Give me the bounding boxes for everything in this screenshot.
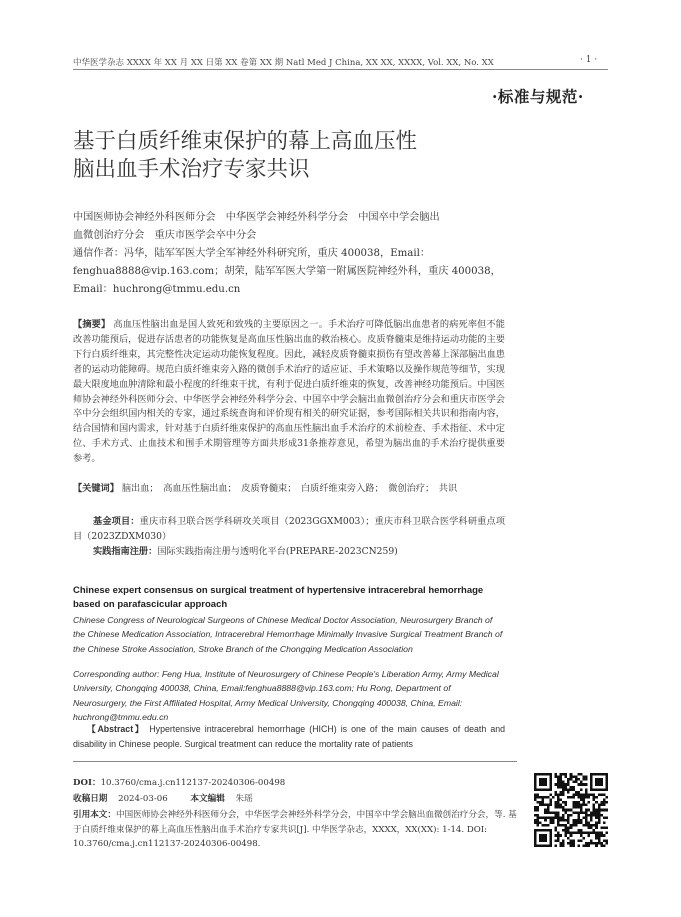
english-title: Chinese expert consensus on surgical treatment of hypertensive intracerebral hemorrhage based on parafascicular approach [73,585,484,610]
english-abstract-label: 【Abstract】 [87,724,146,734]
author-orgs-line-1: 中国医师协会神经外科医师分会 中华医学会神经外科学分会 中国卒中学会脑出 [73,212,440,223]
registry [73,545,505,560]
received-date: 2024-03-06 [118,794,168,804]
english-corresponding: Corresponding author: Feng Hua, Institute of Neurosurgery of Chinese People's Liberation Army, Army Medical University, Chongqing 400038, China, Email:fenghua8888@vip.163.com; Hu Rong, Department of Neurosurgery, the First Affiliated Hospital, Army Medical University, Chongqing 400038, China, Email: huchrong@tmmu.edu.cn [73,669,499,722]
author-orgs-line-2: 血微创治疗分会 重庆市医学会卒中分会 [73,230,257,241]
section-label: ·标准与规范· [492,87,584,106]
english-abstract-text: Hypertensive intracerebral hemorrhage (HICH) is one of the main causes of death and disability in Chinese people. Surgical treatment can reduce the mortality rate of patients [73,724,506,749]
citation [73,808,521,852]
running-head: 中华医学杂志 XXXX 年 XX 月 XX 日第 XX 卷第 XX 期 Natl Med J China, XX XX, XXXX, Vol. XX, No. XX [73,58,494,68]
english-abstract [73,722,505,752]
abstract-label: 【摘要】 [73,319,111,330]
corresponding-line-2: fenghua8888@vip.163.com；胡荣，陆军军医大学第一附属医院神经外科，重庆 400038， [73,266,501,277]
abstract-cn [73,318,505,467]
doi-line [73,776,285,791]
abstract-text: 高血压性脑出血是国人致死和致残的主要原因之一。手术治疗可降低脑出血患者的病死率但不能改善功能预后，促进存活患者的功能恢复是高血压性脑出血的救治核心。皮质脊髓束是维持运动功能的主要下行白质纤维束，其完整性决定运动功能恢复程度。因此，减轻皮质脊髓束损伤有望改善幕上深部脑出血患者的运动功能障碍。规范白质纤维束旁入路的微创手术治疗的适应证、手术策略以及操作规范等细节，实现最大限度地血肿清除和最小程度的纤维束干扰，有利于促进白质纤维束的恢复，改善神经功能预后。中国医师协会神经外科医师分会、中华医学会神经外科学分会、中国卒中学会脑出血微创治疗分会和重庆市医学会卒中分会组织国内相关的专家，通过系统查询和评价现有相关的研究证据，参考国际相关共识和指南内容，结合国情和国内需求，针对基于白质纤维束保护的高血压性脑出血手术治疗的术前检查、手术指征、术中定位、手术方式、止血技术和围手术期管理等方面共形成31条推荐意见，希望为脑出血的手术治疗提供重要参考。 [73,319,505,465]
keywords [73,482,505,497]
fund-label: 基金项目： [93,516,140,527]
footer-divider [73,761,517,762]
received-line [73,792,253,807]
corresponding-line-3: Email：huchrong@tmmu.edu.cn [73,284,241,295]
page-title-line-2: 脑出血手术治疗专家共识 [73,157,310,182]
received-label: 收稿日期 [73,794,108,804]
doi-label: DOI： [73,778,101,788]
corresponding-line-1: 通信作者：冯华，陆军军医大学全军神经外科研究所，重庆 400038，Email： [73,248,431,259]
english-orgs: Chinese Congress of Neurological Surgeons of Chinese Medical Doctor Association, Neurosurgery Branch of the Chinese Medication Association, Intracerebral Hemorrhage Minimally Invasive Surgical Treatment Branch of the Chinese Stroke Association, Stroke Branch of the Chongqing Medication Association [73,615,503,654]
registry-text: 国际实践指南注册与透明化平台(PREPARE-2023CN259) [157,546,398,557]
doi-value[interactable]: 10.3760/cma.j.cn112137-20240306-00498 [100,778,286,788]
page-number: · 1 · [580,55,598,65]
cite-text: 中国医师协会神经外科医师分会，中华医学会神经外科学分会，中国卒中学会脑出血微创治疗分会，等. 基于白质纤维束保护的幕上高血压性脑出血手术治疗专家共识[J]. 中华医学杂志，XXXX，XX(XX): 1-14. DOI: 10.3760/cma.j.cn112137-20240306-00498. [73,810,517,849]
keywords-text: 脑出血； 高血压性脑出血； 皮质脊髓束； 白质纤维束旁入路； 微创治疗； 共识 [121,483,458,494]
registry-label: 实践指南注册： [93,546,158,557]
editor-label: 本文编辑 [190,794,225,804]
fund-text: 重庆市科卫联合医学科研攻关项目（2023GGXM003）；重庆市科卫联合医学科研重点项目（2023ZDXM030） [73,516,506,542]
fund [73,515,505,545]
keywords-label: 【关键词】 [73,483,119,494]
editor-name: 朱瑶 [235,794,253,804]
cite-label: 引用本文： [73,810,116,820]
qr-code-icon[interactable] [534,773,608,847]
header-divider [73,69,608,70]
page-title-line-1: 基于白质纤维束保护的幕上高血压性 [73,129,418,154]
